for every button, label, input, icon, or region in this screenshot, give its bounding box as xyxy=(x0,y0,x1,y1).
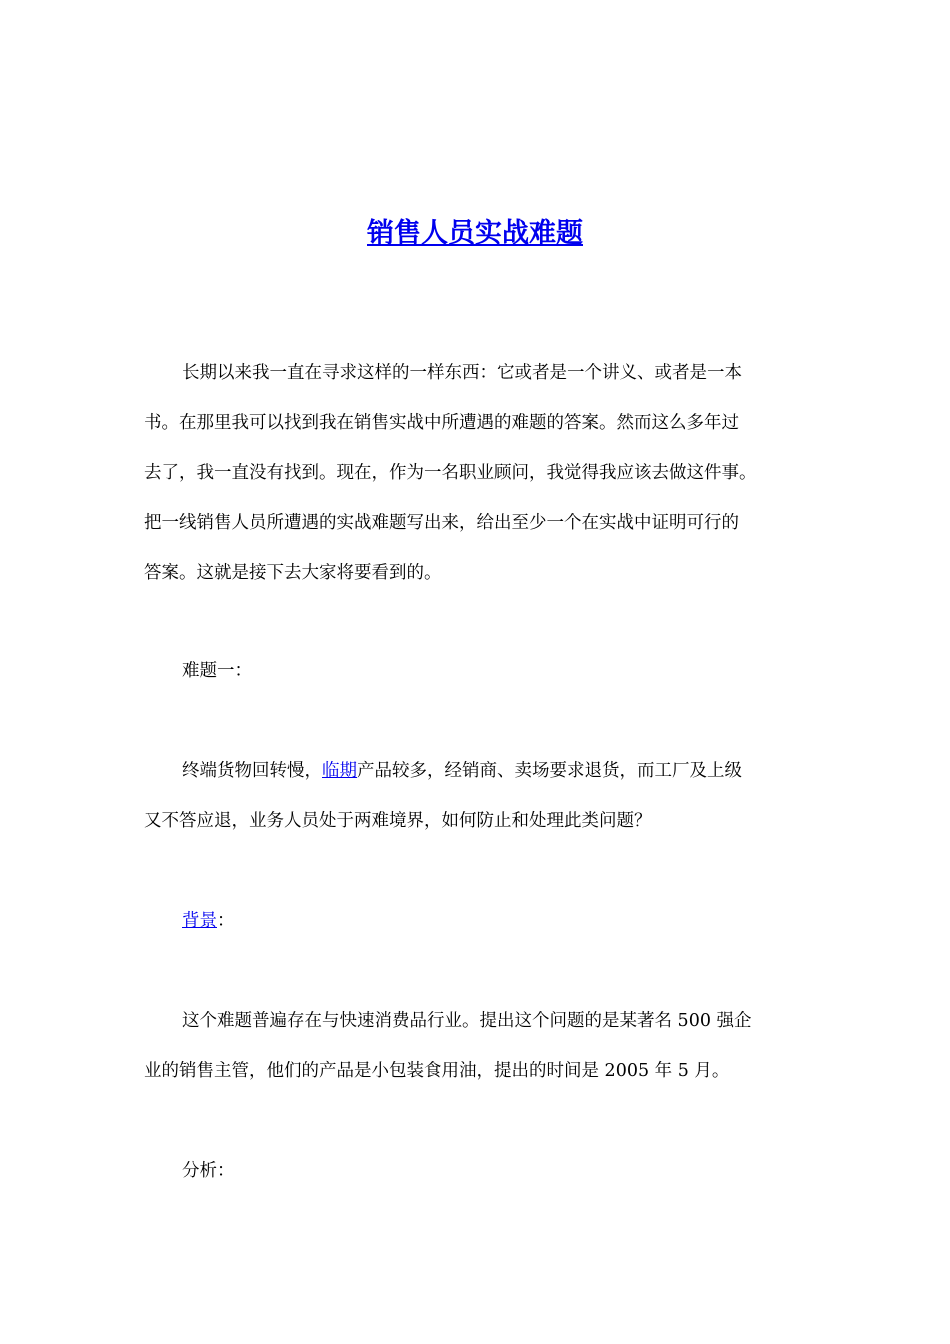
background-heading-suffix: ： xyxy=(217,911,235,931)
background-heading xyxy=(144,896,808,946)
problem-heading xyxy=(144,646,808,696)
problem-text-before-link: 终端货物回转慢， xyxy=(182,761,322,781)
problem-heading-text: 难题一： xyxy=(182,661,252,681)
intro-line: 长期以来我一直在寻求这样的一样东西：它或者是一个讲义、或者是一本 xyxy=(182,363,742,383)
title-link[interactable]: 销售人员实战难题 xyxy=(367,218,583,249)
intro-paragraph xyxy=(144,348,808,598)
background-heading-line xyxy=(144,896,808,946)
problem-text-after-link: 产品较多，经销商、卖场要求退货，而工厂及上级 xyxy=(357,761,742,781)
background-paragraph xyxy=(144,996,808,1096)
expiry-link[interactable]: 临期 xyxy=(322,761,357,781)
intro-line: 书。在那里我可以找到我在销售实战中所遭遇的难题的答案。然而这么多年过 xyxy=(144,413,739,433)
intro-line: 把一线销售人员所遭遇的实战难题写出来，给出至少一个在实战中证明可行的 xyxy=(144,513,739,533)
intro-line: 去了，我一直没有找到。现在，作为一名职业顾问，我觉得我应该去做这件事。 xyxy=(144,463,757,483)
background-link[interactable]: 背景 xyxy=(182,911,217,931)
analysis-heading-text: 分析： xyxy=(182,1161,235,1181)
document-title xyxy=(0,212,950,256)
background-line: 业的销售主管，他们的产品是小包装食用油，提出的时间是 2005 年 5 月。 xyxy=(144,1061,730,1081)
analysis-heading xyxy=(144,1146,808,1196)
problem-line-1 xyxy=(144,746,808,796)
intro-line: 答案。这就是接下去大家将要看到的。 xyxy=(144,563,442,583)
problem-paragraph xyxy=(144,746,808,846)
problem-line-2: 又不答应退，业务人员处于两难境界，如何防止和处理此类问题？ xyxy=(144,811,652,831)
background-line: 这个难题普遍存在与快速消费品行业。提出这个问题的是某著名 500 强企 xyxy=(182,1011,752,1031)
